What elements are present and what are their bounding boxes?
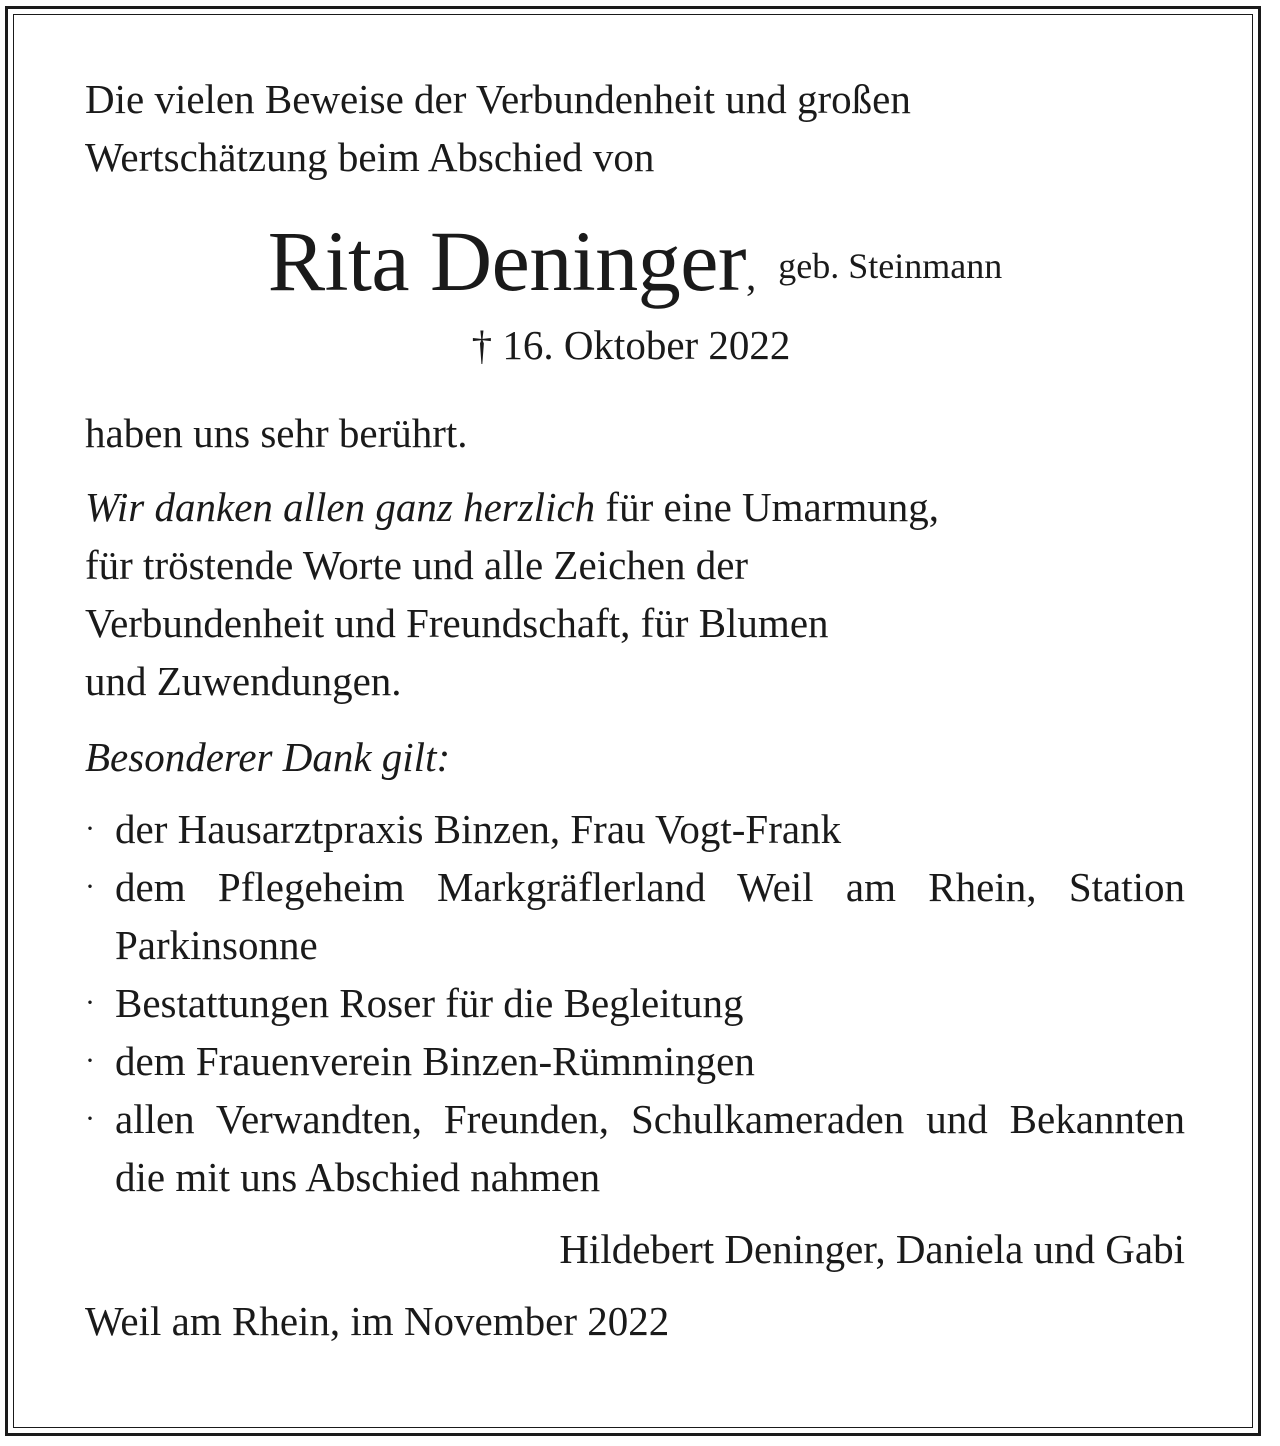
special-thanks-heading: Besonderer Dank gilt: [85,734,451,780]
thanks-paragraph [85,478,1185,710]
bullet-icon: · [85,986,95,1019]
thanks-emphasis: Wir danken allen ganz herzlich [85,484,596,530]
list-item [85,1090,1185,1206]
birth-name: geb. Steinmann [778,246,1003,286]
intro-text [85,70,1185,186]
list-item [85,1032,1185,1090]
intro-line-2: Wertschätzung beim Abschied von [85,134,655,180]
list-item-text: dem Frauenverein Binzen-Rümmingen [115,1038,755,1084]
deceased-name-line [85,206,1185,316]
thanks-line-3: Verbundenheit und Freundschaft, für Blumen [85,600,829,646]
place-date: Weil am Rhein, im November 2022 [85,1298,670,1344]
name-comma: , [746,253,757,299]
intro-line-1: Die vielen Beweise der Verbundenheit und großen [85,76,911,122]
touched-text: haben uns sehr berührt. [85,410,468,456]
thanks-line-2: für tröstende Worte und alle Zeichen der [85,542,749,588]
thanks-line-4: und Zuwendungen. [85,658,402,704]
bullet-icon: · [85,1044,95,1077]
deceased-name: Rita Deninger [267,213,747,309]
bullet-icon: · [85,812,95,845]
death-date: † 16. Oktober 2022 [471,322,791,368]
list-item [85,800,1185,858]
list-item [85,974,1185,1032]
list-item-text: Bestattungen Roser für die Begleitung [115,980,744,1026]
list-item-text: dem Pflegeheim Markgräflerland Weil am Rhein, Station Parkinsonne [115,864,1185,968]
bullet-icon: · [85,1102,95,1135]
thanks-line-1 [85,478,1185,536]
obituary-notice [85,70,1185,1350]
signature: Hildebert Deninger, Daniela und Gabi [559,1226,1185,1272]
bullet-icon: · [85,870,95,903]
special-thanks-list [85,800,1185,1206]
list-item-text: der Hausarztpraxis Binzen, Frau Vogt-Frank [115,806,842,852]
list-item [85,858,1185,974]
thanks-line-1-rest: für eine Umarmung, [595,484,940,530]
list-item-text: allen Verwandten, Freunden, Schulkameraden und Bekannten die mit uns Abschied nahmen [115,1096,1185,1200]
